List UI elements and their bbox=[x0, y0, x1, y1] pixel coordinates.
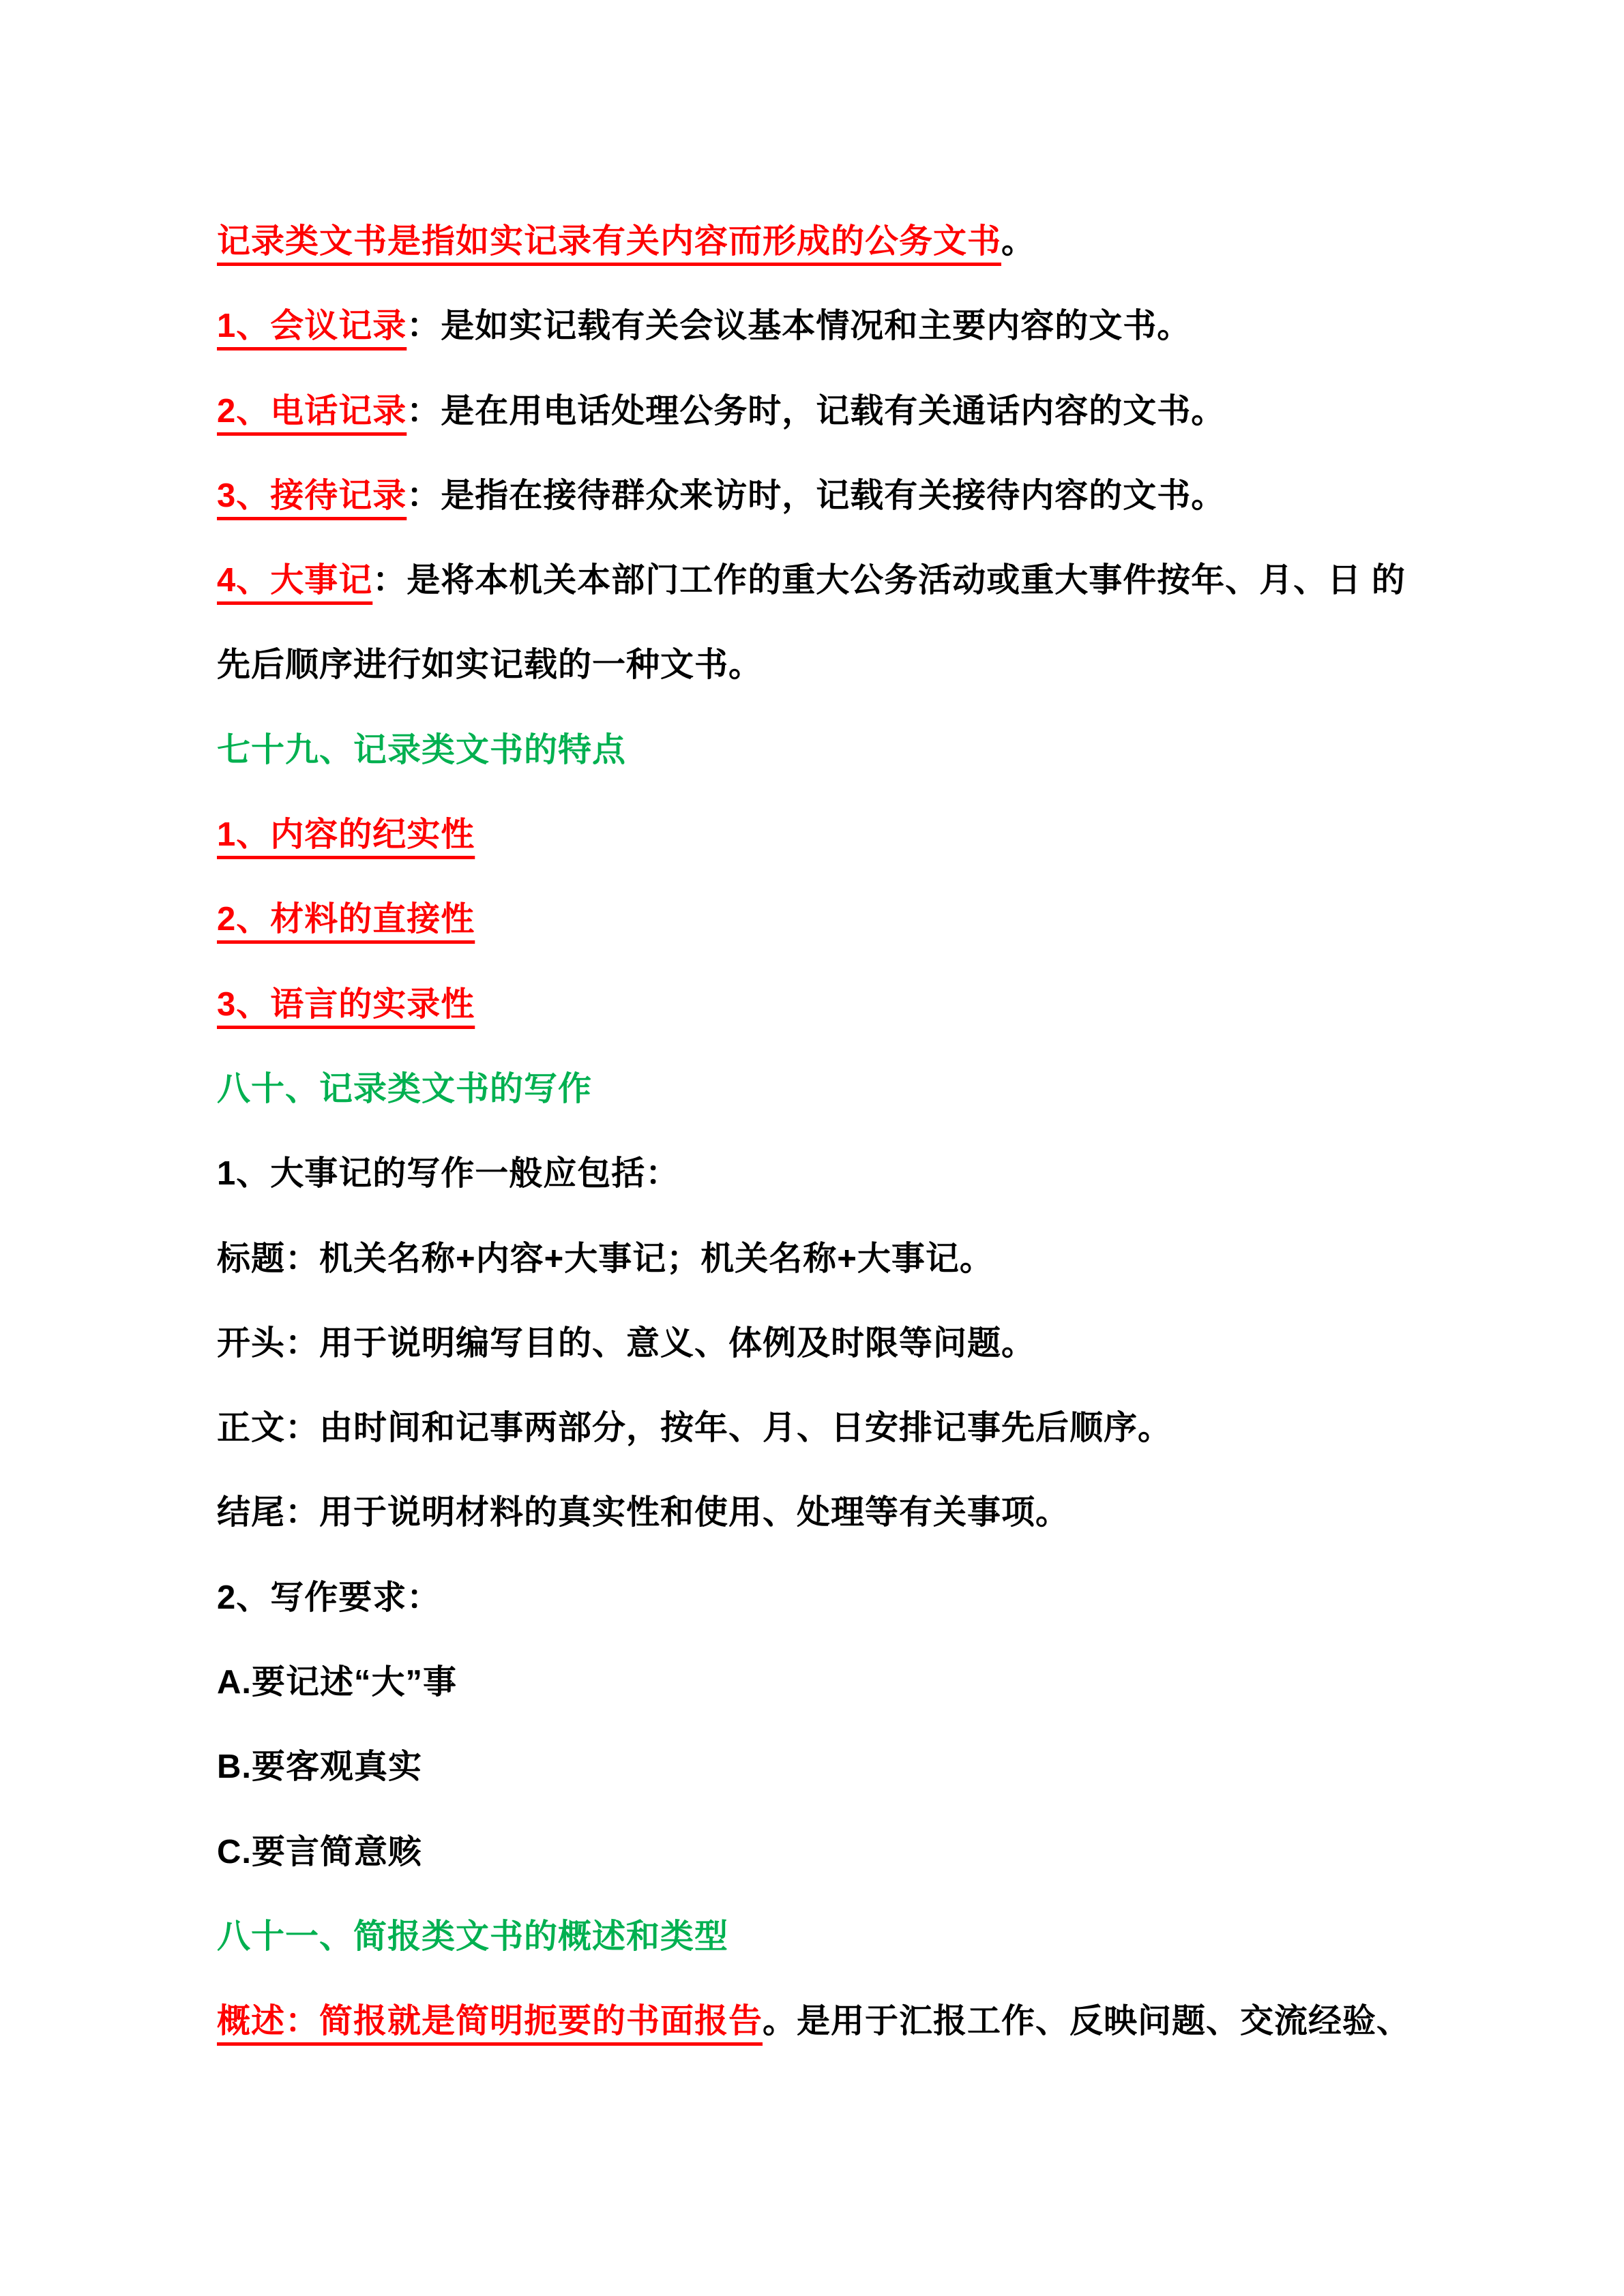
text-line bbox=[217, 1386, 1445, 1470]
text-line bbox=[217, 453, 1445, 538]
text-line bbox=[217, 792, 1445, 877]
body-text: 2、写作要求： bbox=[217, 1579, 441, 1616]
text-line bbox=[217, 1047, 1445, 1131]
body-text: 正文：由时间和记事两部分，按年、月、日安排记事先后顺序。 bbox=[217, 1410, 1172, 1447]
document-body bbox=[217, 199, 1445, 2064]
text-line bbox=[217, 1301, 1445, 1386]
text-line bbox=[217, 1979, 1445, 2063]
highlighted-underlined-text: 3、接待记录 bbox=[217, 477, 407, 514]
body-text: 。 bbox=[1001, 223, 1036, 260]
body-text: B.要客观真实 bbox=[217, 1748, 423, 1786]
text-line bbox=[217, 1131, 1445, 1216]
text-line bbox=[217, 708, 1445, 792]
body-text: C.要言简意赅 bbox=[217, 1833, 423, 1870]
highlighted-underlined-text: 记录类文书是指如实记录有关内容而形成的公务文书 bbox=[217, 223, 1002, 260]
text-line bbox=[217, 1470, 1445, 1555]
text-line bbox=[217, 1894, 1445, 1979]
text-line bbox=[217, 1810, 1445, 1894]
section-heading-text: 八十一、简报类文书的概述和类型 bbox=[217, 1918, 729, 1955]
highlighted-underlined-text: 2、材料的直接性 bbox=[217, 901, 475, 938]
text-line bbox=[217, 199, 1445, 284]
highlighted-underlined-text: 3、语言的实录性 bbox=[217, 985, 475, 1023]
body-text: 。是用于汇报工作、反映问题、交流经验、 bbox=[763, 2003, 1411, 2040]
body-text: 结尾：用于说明材料的真实性和使用、处理等有关事项。 bbox=[217, 1494, 1070, 1532]
text-line bbox=[217, 877, 1445, 961]
highlighted-underlined-text: 4、大事记 bbox=[217, 562, 373, 599]
text-line bbox=[217, 538, 1445, 623]
text-line bbox=[217, 1725, 1445, 1809]
text-line bbox=[217, 962, 1445, 1047]
section-heading-text: 七十九、记录类文书的特点 bbox=[217, 731, 627, 769]
text-line bbox=[217, 623, 1445, 707]
section-heading-text: 八十、记录类文书的写作 bbox=[217, 1070, 593, 1107]
text-line bbox=[217, 1555, 1445, 1640]
body-text: ：是指在接待群众来访时，记载有关接待内容的文书。 bbox=[407, 477, 1226, 514]
text-line bbox=[217, 1217, 1445, 1301]
body-text: ：是将本机关本部门工作的重大公务活动或重大事件按年、月、日 的 bbox=[372, 562, 1406, 599]
highlighted-underlined-text: 1、内容的纪实性 bbox=[217, 816, 475, 854]
body-text: A.要记述“大”事 bbox=[217, 1664, 458, 1701]
body-text: 1、大事记的写作一般应包括： bbox=[217, 1155, 680, 1193]
highlighted-underlined-text: 概述：简报就是简明扼要的书面报告 bbox=[217, 2003, 763, 2040]
body-text: 标题：机关名称+内容+大事记；机关名称+大事记。 bbox=[217, 1240, 994, 1277]
text-line bbox=[217, 1640, 1445, 1725]
body-text: ：是如实记载有关会议基本情况和主要内容的文书。 bbox=[407, 308, 1192, 345]
body-text: 开头：用于说明编写目的、意义、体例及时限等问题。 bbox=[217, 1324, 1036, 1362]
body-text: 先后顺序进行如实记载的一种文书。 bbox=[217, 646, 763, 684]
text-line bbox=[217, 284, 1445, 368]
highlighted-underlined-text: 2、电话记录 bbox=[217, 392, 407, 430]
highlighted-underlined-text: 1、会议记录 bbox=[217, 308, 407, 345]
body-text: ：是在用电话处理公务时，记载有关通话内容的文书。 bbox=[407, 392, 1226, 430]
text-line bbox=[217, 369, 1445, 453]
